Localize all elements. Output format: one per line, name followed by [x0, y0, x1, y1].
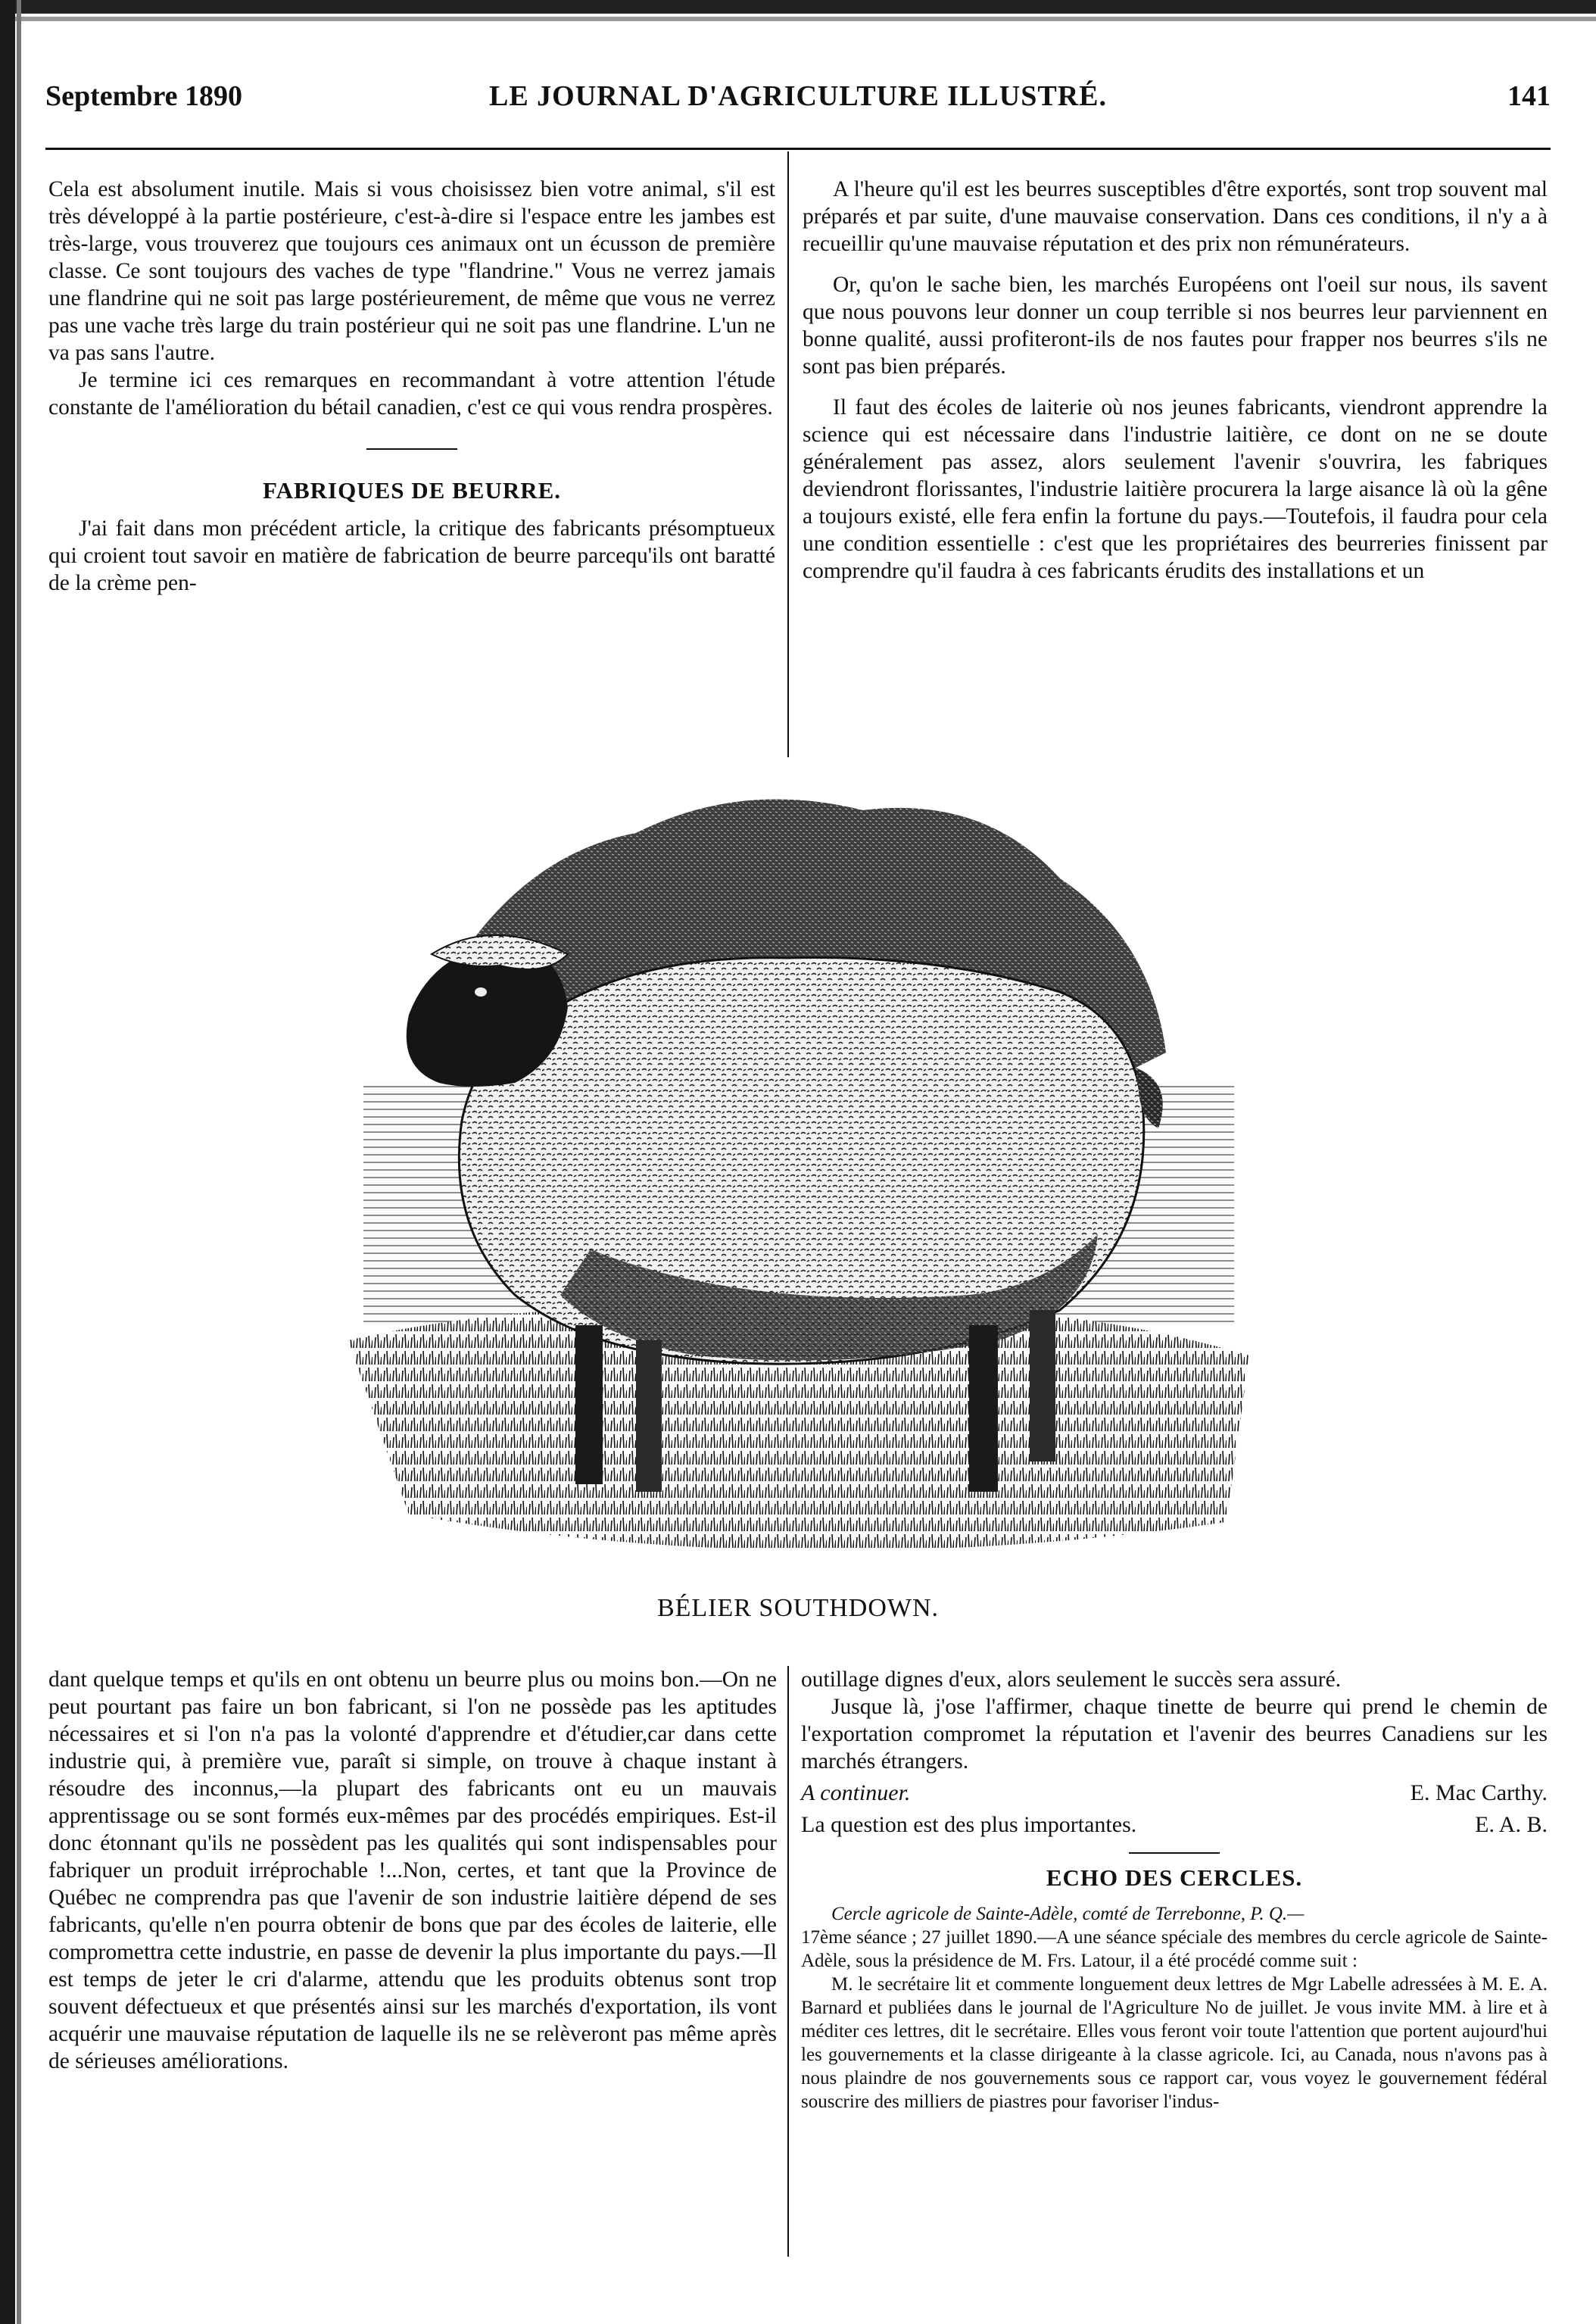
column-right-bottom: [801, 1666, 1548, 2113]
southdown-ram-illustration: [318, 765, 1272, 1583]
page-top-edge-shadow: [0, 17, 1596, 21]
paragraph: M. le secrétaire lit et commente longuement deux lettres de Mgr Labelle adressées à M. E. A. Barnard et publiées dans le journal de l'Agriculture No de juillet. Je vous invite MM. à lire et à méditer ces lettres, dit le secrétaire. Elles vous feront voir toute l'attention que portent aujourd'hui les gouvernements et la classe dirigeante à la classe agricole. Ici, au Canada, nous n'avons pas à nous plaindre de nos gouvernements sous ce rapport car, vous voyez le gouvernement fédéral souscrire des milliers de piastres pour favoriser l'indus-: [801, 1974, 1548, 2112]
echo-lead: Cercle agricole de Sainte-Adèle, comté de Terrebonne, P. Q.—: [831, 1904, 1305, 1924]
column-divider-bottom: [787, 1666, 789, 2257]
paragraph: Il faut des écoles de laiterie où nos jeunes fabricants, viendront apprendre la science qui est nécessaire dans l'industrie laitière, ce dont on ne se doute généralement pas assez, alors seulement l'avenir s'ouvrira, les fabriques deviendront florissantes, l'industrie laitière procurera la large aisance là où la gêne a toujours existé, elle fera enfin la fortune du pays.—Toutefois, il faudra pour cela une condition essentielle : c'est que les propriétaires des beurreries finissent par comprendre qu'il faudra à ces fabricants érudits des installations et un: [803, 395, 1548, 583]
header-title: LE JOURNAL D'AGRICULTURE ILLUSTRÉ.: [488, 80, 1107, 112]
header-date: Septembre 1890: [45, 80, 242, 112]
paragraph: A l'heure qu'il est les beurres susceptibles d'être exportés, sont trop souvent mal préparés et par suite, d'une mauvaise conservation. Dans ces conditions, il n'y a à recueillir qu'une mauvaise réputation et des prix non rémunérateurs.: [803, 177, 1548, 256]
paragraph: Je termine ici ces remarques en recommandant à votre attention l'étude constante de l'amélioration du bétail canadien, c'est ce qui vous rendra prospères.: [48, 368, 775, 420]
author-signature: E. Mac Carthy.: [1410, 1780, 1548, 1805]
paragraph: Or, qu'on le sache bien, les marchés Européens ont l'oeil sur nous, ils savent que nous pouvons leur donner un coup terrible si nos beurres leur parviennent en bonne qualité, aussi profiteront-ils de nos fautes pour frapper nos beurres s'ils ne sont pas bien préparés.: [803, 273, 1548, 379]
sheep-engraving: [318, 765, 1272, 1583]
figure-caption: BÉLIER SOUTHDOWN.: [656, 1594, 940, 1622]
section-divider: [1129, 1852, 1220, 1854]
paragraph: dant quelque temps et qu'ils en ont obtenu un beurre plus ou moins bon.—On ne peut pourtant pas faire un bon fabricant, si l'on ne possède pas les aptitudes nécessaires et si l'on n'a pas la volonté d'apprendre et d'étudier,car dans cette industrie qui, à première vue, paraît si simple, on trouve à chaque instant à résoudre des inconnus,—la plupart des fabricants ont eu un mauvais apprentissage ou se sont formés eux-mêmes par des procédés empiriques. Est-il donc étonnant qu'ils ne possèdent pas les qualités qui sont indispensables pour fabriquer un produit irréprochable !...Non, certes, et tant que la Province de Québec ne comprendra pas que l'avenir de son industrie laitière dépend de ses fabricants, qu'elle n'en pourra obtenir de bons que par des écoles de laiterie, elle compromettra cette industrie, en passe de devenir la plus importante du pays.—Il est temps de jeter le cri d'alarme, attendu que les produits obtenus sont trop souvent défectueux et que présentés ainsi sur les marchés d'exportation, ils vont acquérir une mauvaise réputation de laquelle ils ne se relèveront pas même après de sérieuses améliorations.: [48, 1667, 777, 2073]
page-number: 141: [1507, 80, 1551, 112]
column-left-bottom: [48, 1666, 777, 2075]
editor-note: La question est des plus importantes.: [801, 1812, 1137, 1837]
section-title-fabriques: FABRIQUES DE BEURRE.: [262, 477, 562, 504]
binding-edge-shadow: [17, 0, 21, 2324]
binding-edge: [0, 0, 15, 2324]
paragraph: Cela est absolument inutile. Mais si vous choisissez bien votre animal, s'il est très développé à la partie postérieure, c'est-à-dire si l'espace entre les jambes est très-large, vous trouverez que toujours ces animaux ont un écusson de première classe. Ce sont toujours des vaches de type "flandrine." Vous ne verrez jamais une flandrine qui ne soit pas large postérieurement, de même que vous ne verrez pas une vache très large du train postérieur qui ne soit pas une flandrine. L'un ne va pas sans l'autre.: [48, 177, 775, 365]
column-left-top: [48, 176, 775, 597]
continuation-note: A continuer.: [801, 1780, 911, 1805]
paragraph: outillage dignes d'eux, alors seulement le succès sera assuré.: [801, 1667, 1342, 1692]
editor-note-row: [801, 1811, 1548, 1839]
paragraph: 17ème séance ; 27 juillet 1890.—A une séance spéciale des membres du cercle agricole de Sainte-Adèle, sous la présidence de M. Frs. Latour, il a été procédé comme suit :: [801, 1927, 1548, 1971]
editor-initials: E. A. B.: [1475, 1812, 1548, 1837]
paragraph: J'ai fait dans mon précédent article, la critique des fabricants présomptueux qui croient tout savoir en matière de fabrication de beurre parcequ'ils ont baratté de la crème pen-: [48, 516, 775, 595]
column-divider-top: [787, 151, 789, 757]
paragraph: Jusque là, j'ose l'affirmer, chaque tinette de beurre qui prend le chemin de l'exportation compromet la réputation et l'avenir des beurres Canadiens sur les marchés étrangers.: [801, 1695, 1548, 1773]
section-title-echo: ECHO DES CERCLES.: [1046, 1864, 1303, 1891]
section-divider: [366, 448, 457, 450]
page-top-edge: [0, 0, 1596, 14]
running-header: [45, 80, 1551, 125]
column-right-top: [803, 176, 1548, 585]
header-rule: [45, 148, 1551, 150]
signature-row: [801, 1780, 1548, 1807]
